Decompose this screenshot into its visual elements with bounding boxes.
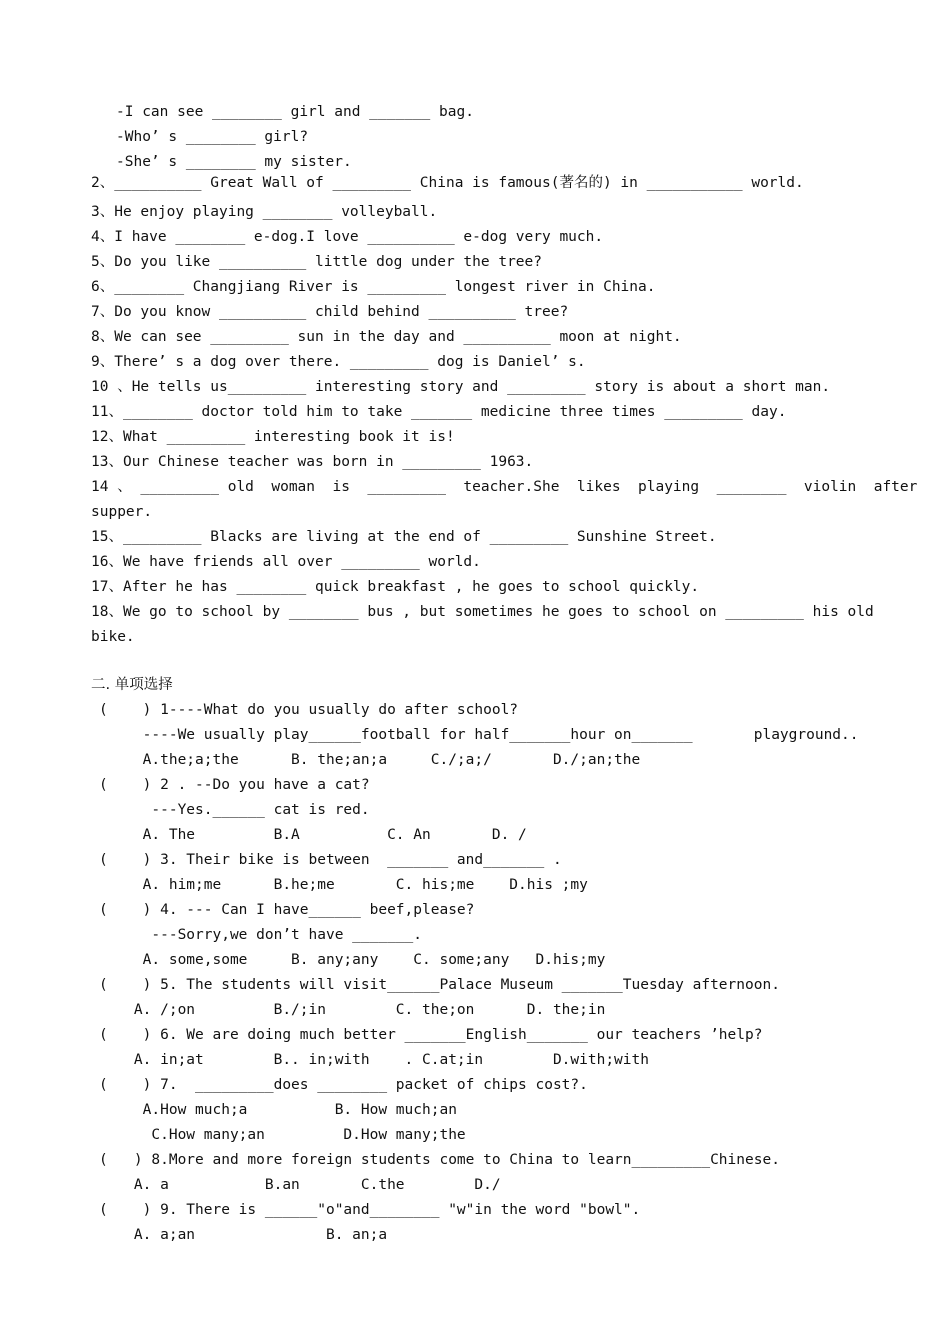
fill-in-question-continued: supper. [91,504,153,520]
fill-in-question: 12、What _________ interesting book it is! [91,429,455,445]
fill-in-intro-line: -I can see ________ girl and _______ bag. [116,104,474,120]
fill-in-question: 16、We have friends all over _________ world. [91,554,481,570]
mc-options: A. some,some B. any;any C. some;any D.his;my [99,952,606,968]
fill-in-question: 7、Do you know __________ child behind __________ tree? [91,304,569,320]
fill-in-question: 13、Our Chinese teacher was born in _________ 1963. [91,454,534,470]
mc-options: A. a;an B. an;a [99,1227,388,1243]
mc-options: C.How many;an D.How many;the [99,1127,466,1143]
mc-question: ( ) 9. There is ______"o"and________ "w"in the word "bowl". [99,1202,641,1218]
fill-in-question-continued: bike. [91,629,135,645]
mc-question-line: ---Yes.______ cat is red. [99,802,370,818]
mc-question: ( ) 1----What do you usually do after school? [99,702,519,718]
mc-options: A. in;at B.. in;with . C.at;in D.with;with [99,1052,649,1068]
fill-in-question: 14 、 _________ old woman is _________ teacher.She likes playing ________ violin after [91,479,918,495]
mc-question: ( ) 6. We are doing much better _______English_______ our teachers ’help? [99,1027,763,1043]
mc-options: A. /;on B./;in C. the;on D. the;in [99,1002,606,1018]
fill-in-question: 17、After he has ________ quick breakfast , he goes to school quickly. [91,579,700,595]
mc-options: A. The B.A C. An D. / [99,827,527,843]
mc-question: ( ) 7. _________does ________ packet of chips cost?. [99,1077,588,1093]
mc-options: A. a B.an C.the D./ [99,1177,501,1193]
section-title: 二. 单项选择 [91,677,173,693]
mc-question: ( ) 3. Their bike is between _______ and_______ . [99,852,562,868]
fill-in-question: 3、He enjoy playing ________ volleyball. [91,204,438,220]
fill-in-question: 2、__________ Great Wall of _________ China is famous(著名的) in ___________ world. [91,175,804,191]
fill-in-question: 6、________ Changjiang River is _________ longest river in China. [91,279,656,295]
mc-question: ( ) 2 . --Do you have a cat? [99,777,370,793]
fill-in-question: 9、There’ s a dog over there. _________ dog is Daniel’ s. [91,354,586,370]
mc-question: ( ) 5. The students will visit______Palace Museum _______Tuesday afternoon. [99,977,780,993]
mc-question: ( ) 8.More and more foreign students come to China to learn_________Chinese. [99,1152,780,1168]
mc-options: A.How much;a B. How much;an [99,1102,457,1118]
mc-options: A. him;me B.he;me C. his;me D.his ;my [99,877,588,893]
fill-in-question: 10 、He tells us_________ interesting story and _________ story is about a short man. [91,379,831,395]
fill-in-intro-line: -She’ s ________ my sister. [116,154,352,170]
mc-options: A.the;a;the B. the;an;a C./;a;/ D./;an;the [99,752,641,768]
fill-in-question: 5、Do you like __________ little dog under the tree? [91,254,542,270]
fill-in-question: 11、________ doctor told him to take _______ medicine three times _________ day. [91,404,787,420]
fill-in-question: 18、We go to school by ________ bus , but sometimes he goes to school on _________ his old [91,604,874,620]
fill-in-question: 15、_________ Blacks are living at the end of _________ Sunshine Street. [91,529,717,545]
fill-in-question: 4、I have ________ e-dog.I love __________ e-dog very much. [91,229,604,245]
mc-question-line: ---Sorry,we don’t have _______. [99,927,423,943]
fill-in-question: 8、We can see _________ sun in the day and __________ moon at night. [91,329,682,345]
mc-question: ( ) 4. --- Can I have______ beef,please? [99,902,475,918]
mc-question-line: ----We usually play______football for half_______hour on_______ playground.. [99,727,859,743]
fill-in-intro-line: -Who’ s ________ girl? [116,129,309,145]
